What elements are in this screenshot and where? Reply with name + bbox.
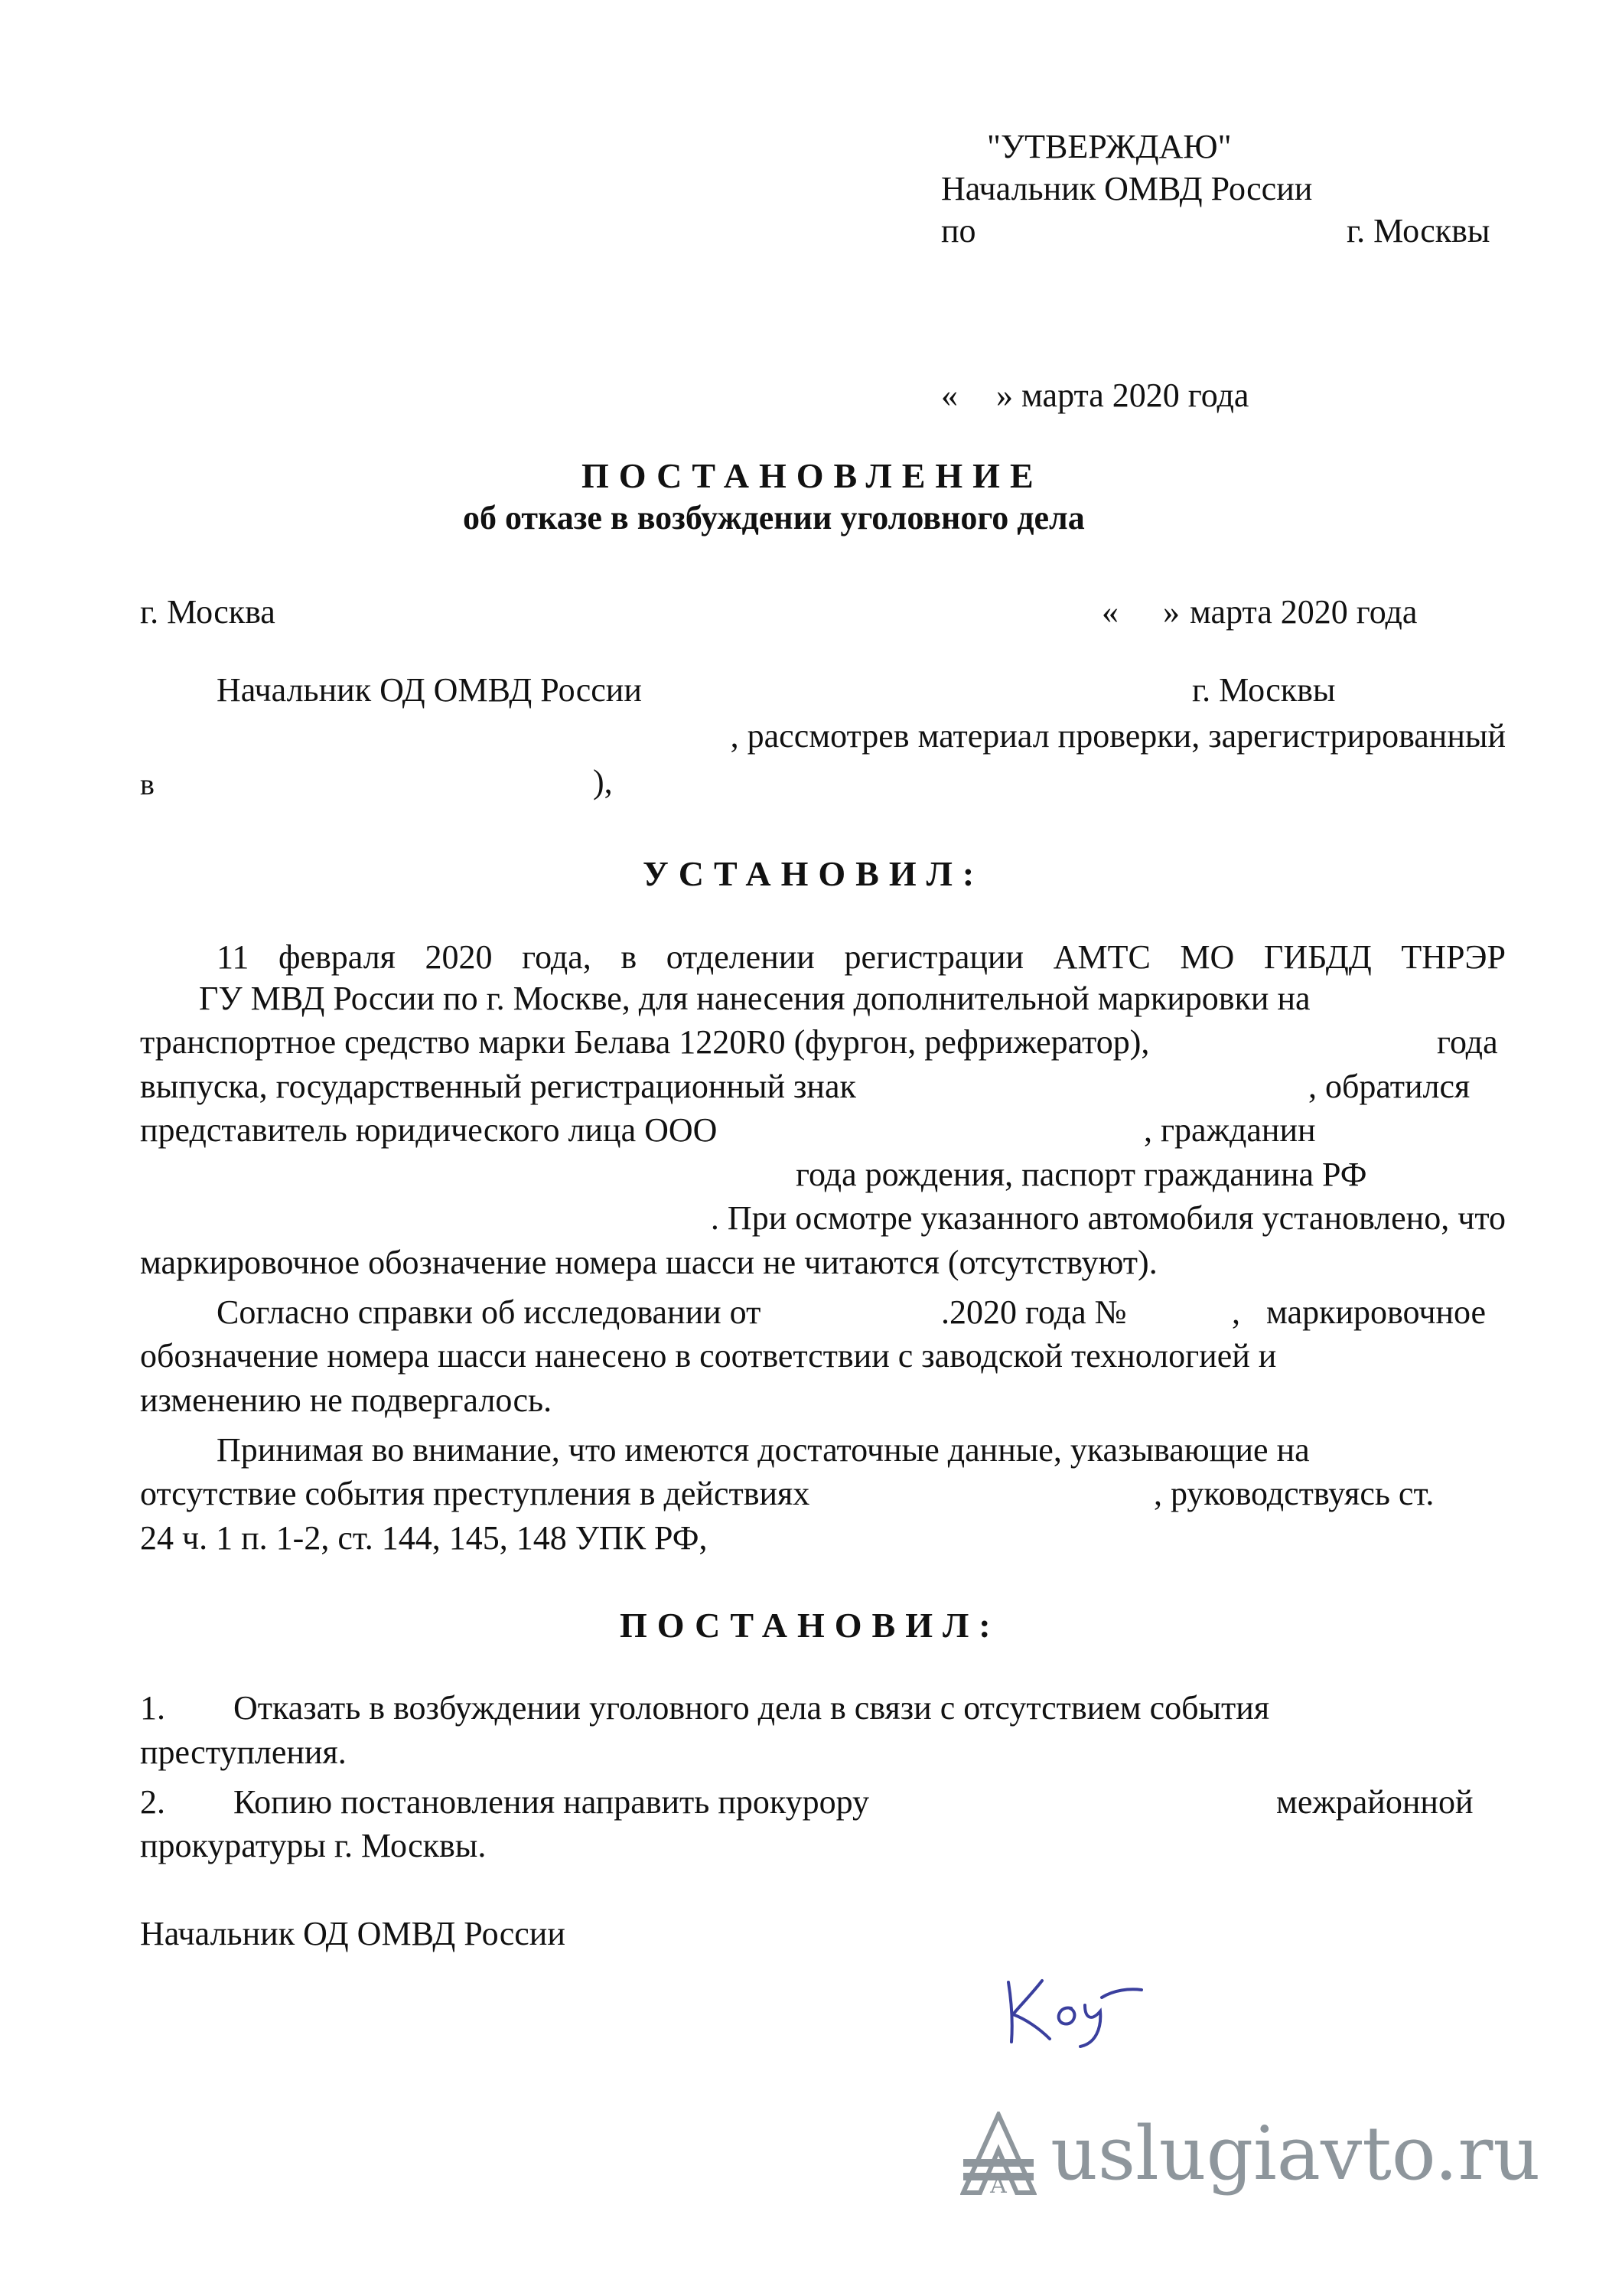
approval-date-open-quote: « xyxy=(941,377,958,414)
established-line-12: Принимая во внимание, что имеются достаточные данные, указывающие на xyxy=(217,1431,1310,1469)
established-line-3: транспортное средство марки Белава 1220R0 (фургон, рефрижератор), xyxy=(140,1023,1150,1061)
place-date-open-quote: « xyxy=(1102,593,1119,631)
intro-line3-start: в xyxy=(140,767,155,801)
svg-text:A: A xyxy=(990,2172,1007,2196)
approval-position: Начальник ОМВД России xyxy=(941,170,1313,207)
watermark-logo-icon xyxy=(960,2112,1037,2196)
resolved-item2-line1-end: межрайонной xyxy=(1276,1783,1474,1821)
approval-date-close-quote: » xyxy=(996,377,1013,414)
established-line-4-end: , обратился xyxy=(1308,1068,1471,1105)
intro-line2: , рассмотрев материал проверки, зарегистрированный xyxy=(730,717,1506,755)
approval-date: марта 2020 года xyxy=(1021,377,1249,414)
established-line-13: отсутствие события преступления в действиях xyxy=(140,1475,810,1512)
resolved-item1-line1: Отказать в возбуждении уголовного дела в связи с отсутствием события xyxy=(233,1689,1270,1727)
established-line-10: обозначение номера шасси нанесено в соответствии с заводской технологией и xyxy=(140,1337,1277,1375)
established-line-4: выпуска, государственный регистрационный знак xyxy=(140,1068,856,1105)
established-line-9-comma: , xyxy=(1232,1293,1240,1331)
established-line-1: 11 февраля 2020 года, в отделении регистрации АМТС МО ГИБДД ТНРЭР xyxy=(217,938,1506,976)
watermark-text: uslugiavto.ru xyxy=(1050,2111,1541,2197)
resolved-title: ПОСТАНОВИЛ: xyxy=(620,1606,1001,1645)
intro-line1-end: г. Москвы xyxy=(1192,671,1336,709)
resolved-item2-line1: Копию постановления направить прокурору xyxy=(233,1783,870,1821)
established-line-13-end: , руководствуясь ст. xyxy=(1154,1475,1435,1512)
established-line-11: изменению не подвергалось. xyxy=(140,1381,552,1419)
established-line-2: ГУ МВД России по г. Москве, для нанесения дополнительной маркировки на xyxy=(199,980,1311,1017)
established-line-5-end: , гражданин xyxy=(1144,1111,1316,1149)
intro-line1-start: Начальник ОД ОМВД России xyxy=(217,671,642,709)
established-line-7: . При осмотре указанного автомобиля установлено, что xyxy=(710,1199,1506,1237)
established-line-9-mid: .2020 года № xyxy=(941,1293,1127,1331)
established-line-3-end: года xyxy=(1437,1023,1498,1061)
document-subtitle: об отказе в возбуждении уголовного дела xyxy=(463,499,1085,536)
approval-city: г. Москвы xyxy=(1347,212,1490,249)
approval-by: по xyxy=(941,212,976,249)
established-title: УСТАНОВИЛ: xyxy=(643,854,985,893)
signature xyxy=(995,1967,1148,2051)
established-line-9: Согласно справки об исследовании от xyxy=(217,1293,761,1331)
place-date: марта 2020 года xyxy=(1190,593,1418,631)
resolved-item1-line2: преступления. xyxy=(140,1733,347,1771)
resolved-item2-number: 2. xyxy=(140,1783,165,1821)
signature-position: Начальник ОД ОМВД России xyxy=(140,1915,565,1952)
established-line-8: маркировочное обозначение номера шасси не читаются (отсутствуют). xyxy=(140,1244,1158,1281)
intro-line3-end: ), xyxy=(593,763,613,801)
resolved-item2-line2: прокуратуры г. Москвы. xyxy=(140,1827,487,1864)
established-line-9-end: маркировочное xyxy=(1266,1293,1487,1331)
place-city: г. Москва xyxy=(140,593,275,631)
established-line-6: года рождения, паспорт гражданина РФ xyxy=(796,1156,1367,1193)
approval-title: "УТВЕРЖДАЮ" xyxy=(987,128,1232,165)
established-line-5: представитель юридического лица ООО xyxy=(140,1111,718,1149)
resolved-item1-number: 1. xyxy=(140,1689,165,1727)
place-date-close-quote: » xyxy=(1163,593,1180,631)
established-line-14: 24 ч. 1 п. 1-2, ст. 144, 145, 148 УПК РФ, xyxy=(140,1519,708,1557)
watermark xyxy=(960,2111,1540,2197)
document-title: ПОСТАНОВЛЕНИЕ xyxy=(581,456,1044,495)
